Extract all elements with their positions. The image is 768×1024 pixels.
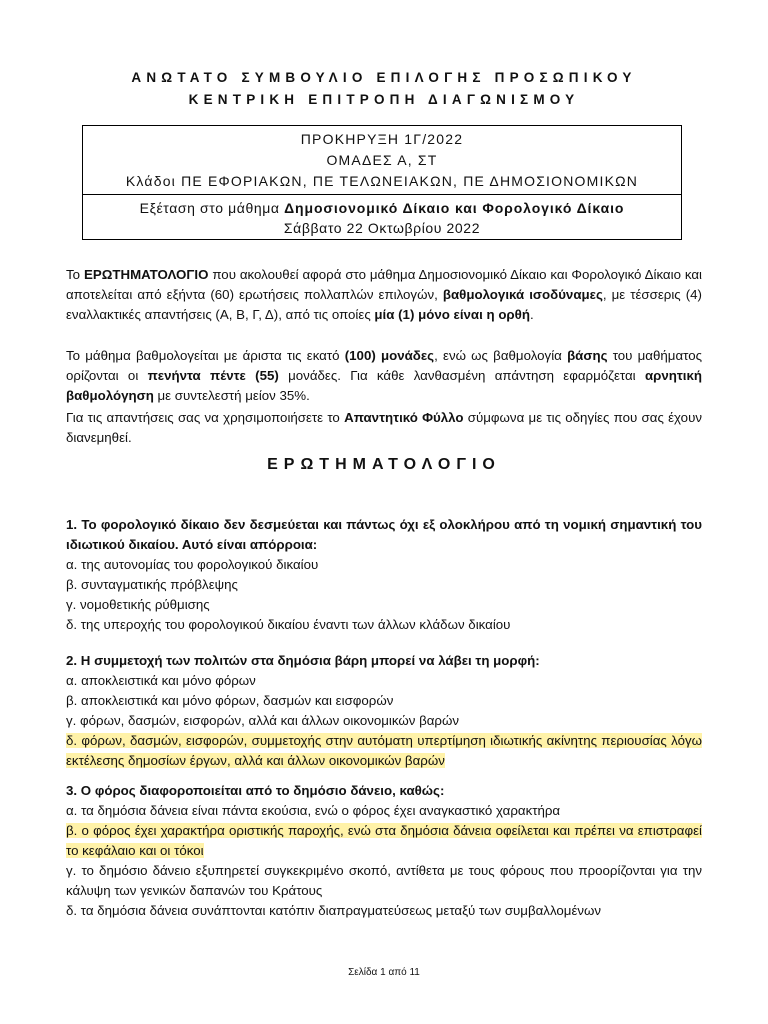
groups-line: ΟΜΑΔΕΣ Α, ΣΤ (326, 152, 438, 168)
exam-subject-line (83, 198, 681, 218)
exam-subject: Δημοσιονομικό Δίκαιο και Φορολογικό Δίκαιο (284, 200, 625, 216)
branches-line: Κλάδοι ΠΕ ΕΦΟΡΙΑΚΩΝ, ΠΕ ΤΕΛΩΝΕΙΑΚΩΝ, ΠΕ ΔΗΜΟΣΙΟΝΟΜΙΚΩΝ (125, 173, 639, 189)
bold-run: μία (1) μόνο είναι η ορθή (374, 307, 530, 322)
exam-prefix: Εξέταση στο μάθημα (139, 200, 285, 216)
text-run: μονάδες. Για κάθε λανθασμένη απάντηση εφαρμόζεται (278, 368, 645, 383)
option-d: δ. της υπεροχής του φορολογικού δικαίου έναντι των άλλων κλάδων δικαίου (66, 617, 511, 632)
option-b: β. συνταγματικής πρόβλεψης (66, 577, 238, 592)
exam-info-box (82, 125, 682, 240)
announcement-section (83, 126, 681, 195)
bold-run: ΕΡΩΤΗΜΑΤΟΛΟΓΙΟ (83, 267, 209, 282)
question-text: 3. Ο φόρος διαφοροποιείται από το δημόσιο δάνειο, καθώς: (66, 783, 445, 798)
option-d: δ. τα δημόσια δάνεια συνάπτονται κατόπιν διαπραγματεύσεως μεταξύ των συμβαλλομένων (66, 903, 602, 918)
intro-paragraph-1 (66, 265, 702, 325)
option-c: γ. φόρων, δασμών, εισφορών, αλλά και άλλων οικονομικών βαρών (66, 713, 460, 728)
text-run: Για τις απαντήσεις σας να χρησιμοποιήσετε το (66, 410, 345, 425)
option-c: γ. το δημόσιο δάνειο εξυπηρετεί συγκεκριμένο σκοπό, αντίθετα με τους φόρους που προορίζονται για την κάλυψη των γενικών δαπανών του Κράτους (66, 863, 702, 898)
text-run: , ενώ ως βαθμολογία (434, 348, 568, 363)
text-run: του μαθήματος ορίζονται οι (66, 348, 703, 383)
bold-run: βάσης (567, 348, 608, 363)
highlighted-answer: β. ο φόρος έχει χαρακτήρα οριστικής παροχής, ενώ στα δημόσια δάνεια οφείλεται και πρέπει να επιστραφεί το κεφάλαιο και οι τόκοι (66, 823, 702, 858)
exam-section (83, 195, 681, 238)
question-2 (66, 651, 702, 771)
bold-run: αρνητική βαθμολόγηση (66, 368, 703, 403)
question-1 (66, 515, 702, 635)
option-a: α. τα δημόσια δάνεια είναι πάντα εκούσια, ενώ ο φόρος έχει αναγκαστικό χαρακτήρα (66, 803, 561, 818)
text-run: . (529, 307, 534, 322)
text-run: , με τέσσερις (4) εναλλακτικές απαντήσεις (Α, Β, Γ, Δ), από τις οποίες (66, 287, 702, 322)
organization-name: ΑΝΩΤΑΤΟ ΣΥΜΒΟΥΛΙΟ ΕΠΙΛΟΓΗΣ ΠΡΟΣΩΠΙΚΟΥ (131, 70, 637, 85)
option-b-highlighted (66, 821, 702, 861)
bold-run: Απαντητικό Φύλλο (344, 410, 464, 425)
question-3 (66, 781, 702, 921)
intro-paragraph-2 (66, 346, 702, 406)
committee-name: ΚΕΝΤΡΙΚΗ ΕΠΙΤΡΟΠΗ ΔΙΑΓΩΝΙΣΜΟΥ (188, 92, 580, 107)
option-a: α. της αυτονομίας του φορολογικού δικαίου (66, 557, 319, 572)
bold-run: πενήντα πέντε (55) (147, 368, 279, 383)
section-title: ΕΡΩΤΗΜΑΤΟΛΟΓΙΟ (267, 456, 501, 473)
option-b: β. αποκλειστικά και μόνο φόρων, δασμών και εισφορών (66, 693, 394, 708)
question-text: 2. Η συμμετοχή των πολιτών στα δημόσια βάρη μπορεί να λάβει τη μορφή: (66, 653, 540, 668)
exam-date: Σάββατο 22 Οκτωβρίου 2022 (283, 220, 481, 236)
option-d-highlighted (66, 731, 702, 771)
bold-run: βαθμολογικά ισοδύναμες (442, 287, 603, 302)
text-run: με συντελεστή μείον 35%. (153, 388, 310, 403)
highlighted-answer: δ. φόρων, δασμών, εισφορών, συμμετοχής στην αυτόματη υπερτίμηση ιδιωτικής ακίνητης περιουσίας λόγω εκτέλεσης δημοσίων έργων, αλλά και άλλων οικονομικών βαρών (66, 733, 702, 768)
question-text: 1. Το φορολογικό δίκαιο δεν δεσμεύεται και πάντως όχι εξ ολοκλήρου από τη νομική σημαντική του ιδιωτικού δικαίου. Αυτό είναι απόρροια: (66, 517, 702, 552)
text-run: Το μάθημα βαθμολογείται με άριστα τις εκατό (66, 348, 345, 363)
page-number: Σελίδα 1 από 11 (348, 967, 420, 978)
text-run: σύμφωνα με τις οδηγίες που σας έχουν διανεμηθεί. (66, 410, 702, 445)
option-a: α. αποκλειστικά και μόνο φόρων (66, 673, 256, 688)
option-c: γ. νομοθετικής ρύθμισης (66, 597, 210, 612)
bold-run: (100) μονάδες (344, 348, 435, 363)
intro-paragraph-3 (66, 408, 702, 448)
text-run: που ακολουθεί αφορά στο μάθημα Δημοσιονομικό Δίκαιο και Φορολογικό Δίκαιο και αποτελείται από εξήντα (60) ερωτήσεις πολλαπλών επιλογών, (66, 267, 702, 302)
text-run: Το (66, 267, 84, 282)
announcement-number: ΠΡΟΚΗΡΥΞΗ 1Γ/2022 (300, 131, 464, 147)
